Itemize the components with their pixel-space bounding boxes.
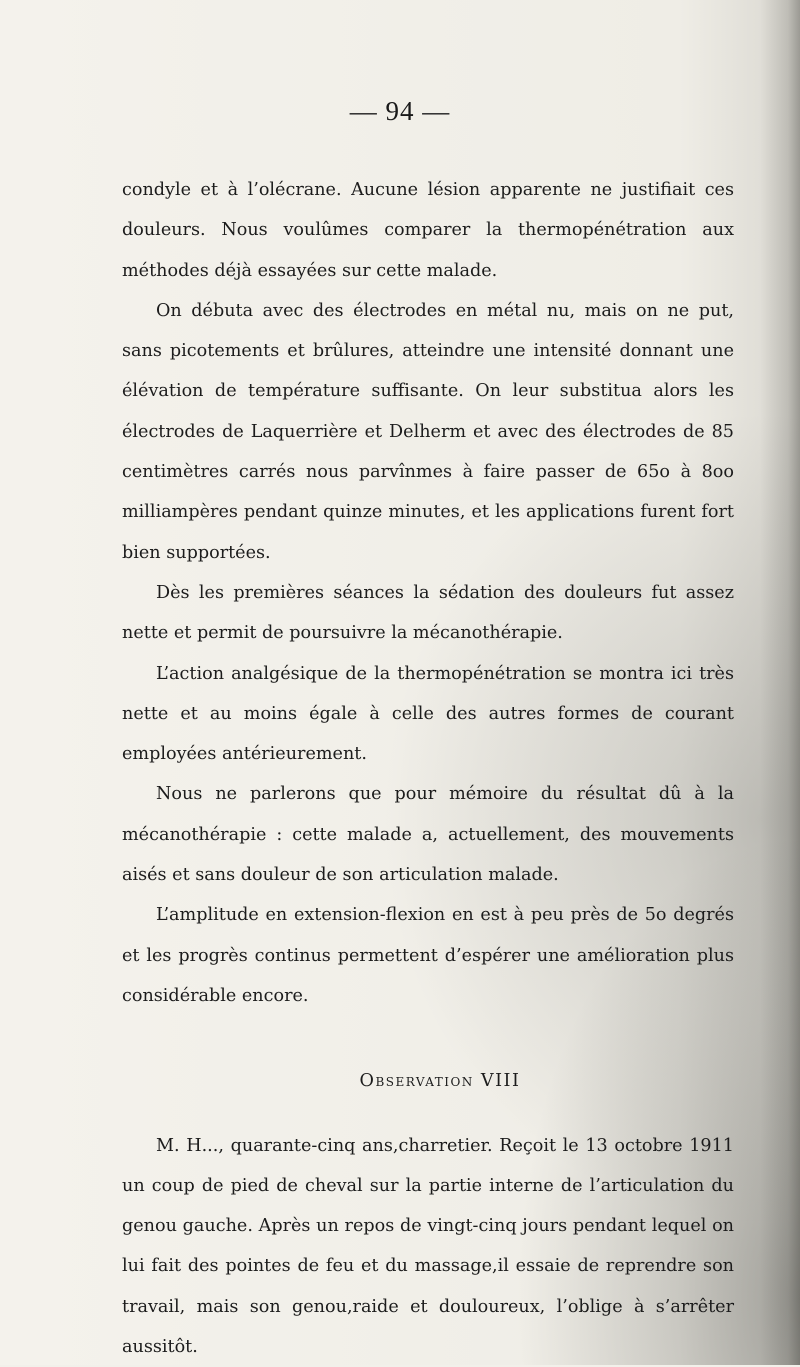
paragraph-sedation: Dès les premières séances la sédation des douleurs fut assez nette et permit de poursuivre la mécanothérapie. bbox=[122, 582, 734, 644]
body-text bbox=[122, 170, 734, 1367]
paragraph-continuation: condyle et à l’olécrane. Aucune lésion apparente ne justifiait ces douleurs. Nous voulûmes comparer la thermopénétration aux méthodes déjà essayées sur cette malade. bbox=[122, 180, 734, 281]
paragraph-observation: M. H..., quarante-cinq ans,charretier. Reçoit le 13 octobre 1911 un coup de pied de cheval sur la partie interne de l’articulation du genou gauche. Après un repos de vingt-cinq jours pendant lequel on lui fait des pointes de feu et du massage,il essaie de reprendre son travail, mais son genou,raide et douloureux, l’oblige à s’arrêter aussitôt. bbox=[122, 1135, 734, 1358]
paragraph-amplitude: L’amplitude en extension-flexion en est à peu près de 5o degrés et les progrès continus permettent d’espérer une amélioration plus considérable encore. bbox=[122, 905, 734, 1006]
paragraph-electrodes: On débuta avec des électrodes en métal nu, mais on ne put, sans picotements et brûlures, atteindre une intensité donnant une élévation de température suffisante. On leur substitua alors les électrodes de Laquerrière et Delherm et avec des électrodes de 85 centimètres carrés nous parvînmes à faire passer de 65o à 8oo milliampères pendant quinze minutes, et les applications furent fort bien supportées. bbox=[122, 300, 734, 563]
paragraph-analgesic-action: L’action analgésique de la thermopénétration se montra ici très nette et au moins égale à celle des autres formes de courant employées antérieurement. bbox=[122, 663, 734, 765]
page-number: — 94 — bbox=[349, 96, 451, 126]
page-edge-shadow bbox=[760, 0, 800, 1365]
paragraph-mechanotherapy: Nous ne parlerons que pour mémoire du résultat dû à la mécanothérapie : cette malade a, actuellement, des mouvements aisés et sans douleur de son articulation malade. bbox=[122, 784, 734, 886]
observation-heading: Observation VIII bbox=[359, 1071, 521, 1092]
